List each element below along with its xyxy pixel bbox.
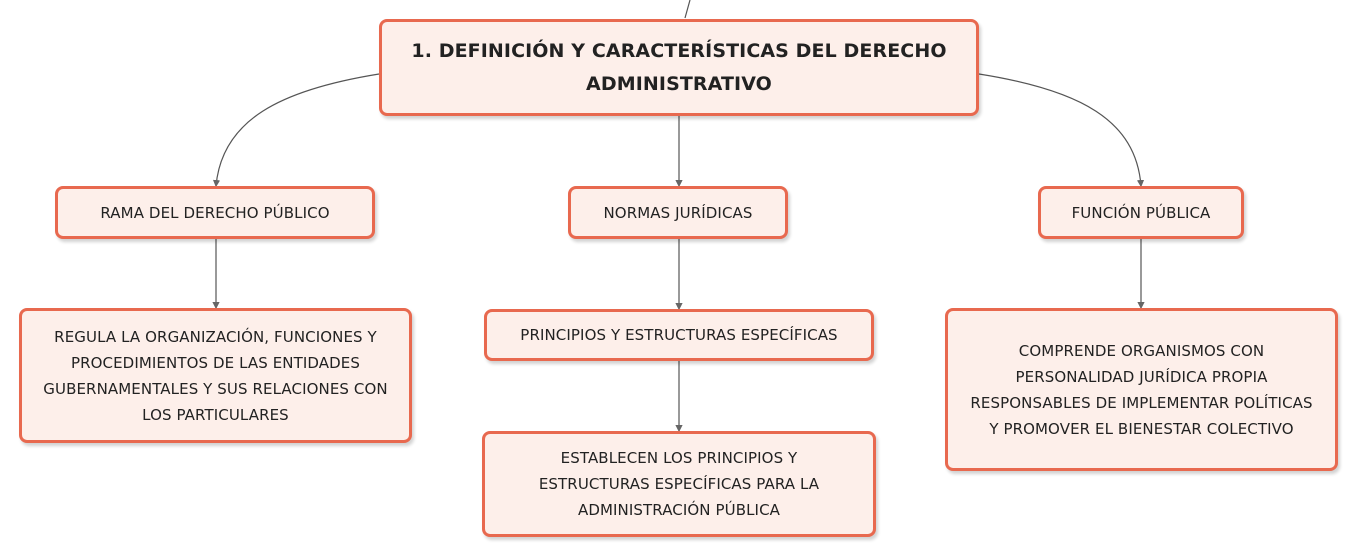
main-topic-node[interactable] <box>379 19 979 116</box>
connector-parent-main <box>685 0 690 18</box>
detail-line: REGULA LA ORGANIZACIÓN, FUNCIONES Y <box>54 327 377 346</box>
detail-line: LOS PARTICULARES <box>142 405 289 424</box>
subdetail-establecen-node[interactable] <box>482 431 876 537</box>
connector-main-rama <box>216 74 379 186</box>
detail-line: GUBERNAMENTALES Y SUS RELACIONES CON <box>43 379 388 398</box>
main-topic-line: 1. DEFINICIÓN Y CARACTERÍSTICAS DEL DERECHO <box>411 39 947 62</box>
detail-line: PRINCIPIOS Y ESTRUCTURAS ESPECÍFICAS <box>520 326 838 344</box>
subtopic-normas-node[interactable] <box>568 186 788 239</box>
main-topic-text <box>411 35 946 101</box>
subtopic-funcion-label: FUNCIÓN PÚBLICA <box>1071 203 1211 222</box>
detail-comprende-text <box>970 338 1312 442</box>
subtopic-rama-label: RAMA DEL DERECHO PÚBLICO <box>100 203 330 222</box>
detail-line: Y PROMOVER EL BIENESTAR COLECTIVO <box>989 419 1294 438</box>
detail-line: ADMINISTRACIÓN PÚBLICA <box>577 501 781 519</box>
detail-line: RESPONSABLES DE IMPLEMENTAR POLÍTICAS <box>970 393 1313 412</box>
subtopic-normas-label: NORMAS JURÍDICAS <box>603 203 753 222</box>
detail-line: COMPRENDE ORGANISMOS CON <box>1018 341 1265 360</box>
detail-line: PROCEDIMIENTOS DE LAS ENTIDADES <box>70 353 361 372</box>
detail-line: PERSONALIDAD JURÍDICA PROPIA <box>1015 367 1268 386</box>
detail-comprende-node[interactable] <box>945 308 1338 471</box>
detail-principios-node[interactable] <box>484 309 874 361</box>
main-topic-line: ADMINISTRATIVO <box>586 72 772 95</box>
detail-line: ESTABLECEN LOS PRINCIPIOS Y <box>560 449 798 467</box>
subtopic-rama-node[interactable] <box>55 186 375 239</box>
detail-line: ESTRUCTURAS ESPECÍFICAS PARA LA <box>538 475 820 493</box>
subdetail-establecen-text <box>539 445 819 523</box>
detail-regula-node[interactable] <box>19 308 412 443</box>
detail-regula-text <box>43 324 387 428</box>
subtopic-funcion-node[interactable] <box>1038 186 1244 239</box>
connector-main-funcion <box>979 74 1141 186</box>
